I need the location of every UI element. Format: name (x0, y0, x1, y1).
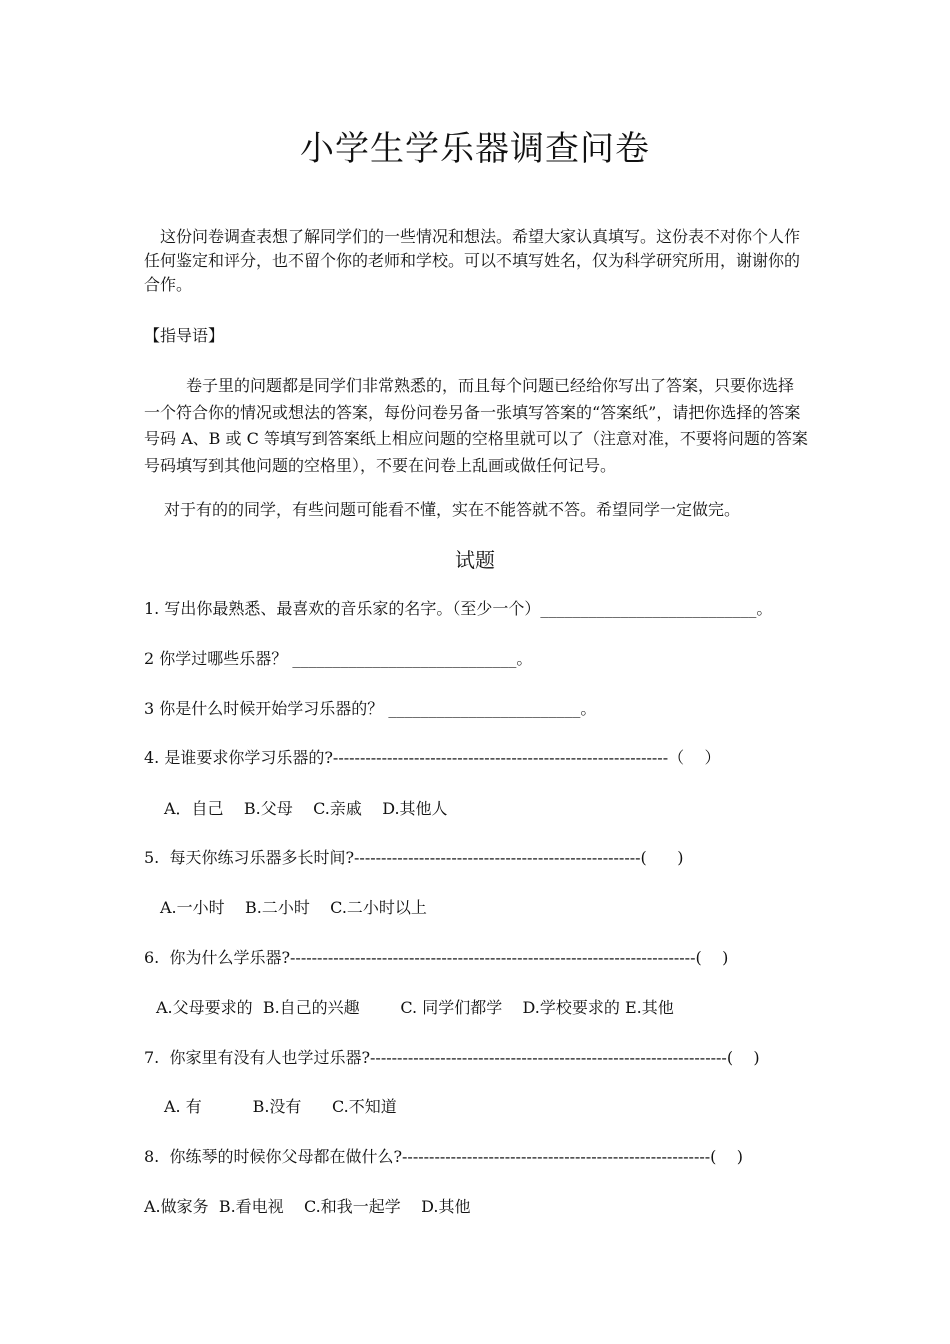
question-5: 5. 每天你练习乐器多长时间?-----------------------------------------------------( ) (144, 848, 684, 867)
page-title: 小学生学乐器调查问卷 (300, 129, 650, 169)
question-6-options: A.父母要求的 B.自己的兴趣 C. 同学们都学 D.学校要求的 E.其他 (156, 998, 674, 1017)
question-2: 2 你学过哪些乐器？ ____________________________。 (144, 649, 533, 668)
question-3: 3 你是什么时候开始学习乐器的？ ________________________。 (144, 699, 597, 718)
note-paragraph: 对于有的的同学，有些问题可能看不懂，实在不能答就不答。希望同学一定做完。 (164, 500, 741, 519)
question-4-options: A．自己 B.父母 C.亲戚 D.其他人 (164, 799, 448, 818)
question-5-options: A.一小时 B.二小时 C.二小时以上 (160, 898, 427, 917)
question-8-options: A.做家务 B.看电视 C.和我一起学 D.其他 (144, 1197, 471, 1216)
question-7: 7. 你家里有没有人也学过乐器?------------------------------------------------------------------( ) (144, 1048, 760, 1067)
guide-label: 【指导语】 (144, 326, 225, 345)
intro-paragraph: 这份问卷调查表想了解同学们的一些情况和想法。希望大家认真填写。这份表不对你个人作任何鉴定和评分，也不留个你的老师和学校。可以不填写姓名，仅为科学研究所用，谢谢你的合作。 (144, 227, 801, 294)
guide-paragraph: 卷子里的问题都是同学们非常熟悉的，而且每个问题已经给你写出了答案，只要你选择一个符合你的情况或想法的答案，每份问卷另备一张填写答案的“答案纸”，请把你选择的答案号码 A、B 或 C 等填写到答案纸上相应问题的空格里就可以了（注意对准，不要将问题的答案号码填写到其他问题的空格里），不要在问卷上乱画或做任何记号。 (144, 376, 808, 475)
question-1: 1. 写出你最熟悉、最喜欢的音乐家的名字。（至少一个）___________________________。 (144, 599, 773, 618)
question-8: 8. 你练琴的时候你父母都在做什么?---------------------------------------------------------( ) (144, 1147, 744, 1166)
question-6: 6. 你为什么学乐器?---------------------------------------------------------------------------( ) (144, 948, 729, 967)
section-title: 试题 (455, 548, 495, 572)
question-4: 4. 是谁要求你学习乐器的?--------------------------------------------------------------（ ） (144, 748, 721, 767)
question-7-options: A. 有 B.没有 C.不知道 (164, 1097, 397, 1116)
